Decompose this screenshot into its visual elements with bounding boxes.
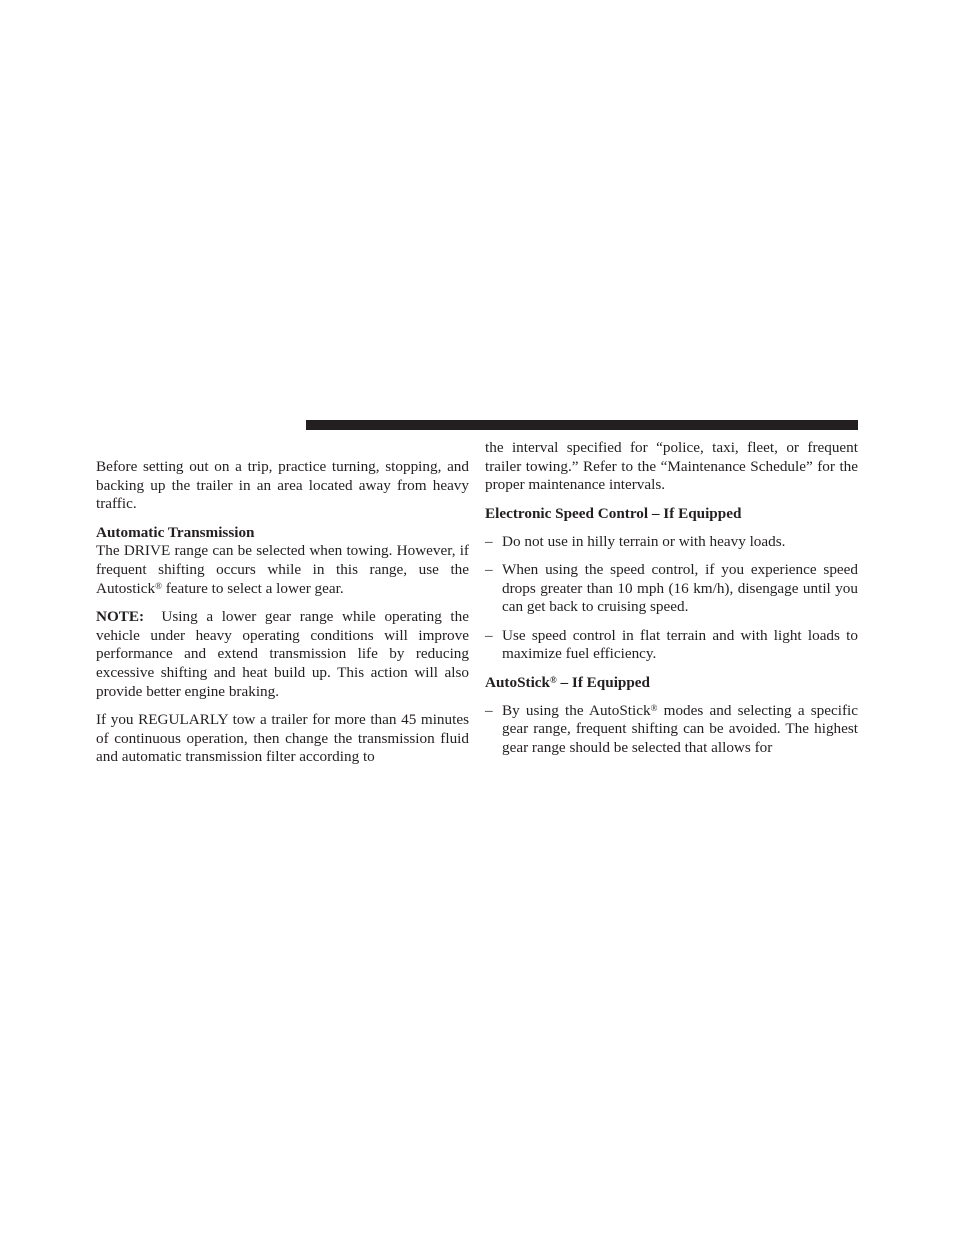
list-item-text-after: modes and selecting a specific gear range, frequent shifting can be avoided. The highest gear range should be selected that allows for	[502, 701, 858, 757]
continuation-paragraph: the interval specified for “police, taxi, fleet, or frequent trailer towing.” Refer to the “Maintenance Schedule” for the proper maintenance intervals.	[485, 439, 858, 494]
speed-control-list	[485, 533, 858, 664]
dash-bullet: –	[485, 626, 493, 644]
list-item	[485, 702, 858, 758]
right-column	[485, 439, 858, 767]
list-item-text: Do not use in hilly terrain or with heavy loads.	[502, 532, 786, 550]
autostick-text-after: feature to select a lower gear.	[161, 579, 344, 597]
regular-tow-paragraph: If you REGULARLY tow a trailer for more than 45 minutes of continuous operation, then change the transmission fluid and automatic transmission filter according to	[96, 710, 469, 766]
registered-mark: ®	[650, 702, 658, 713]
list-item	[485, 561, 858, 617]
registered-mark: ®	[549, 674, 557, 685]
note-label: NOTE:	[96, 607, 145, 625]
registered-mark: ®	[155, 580, 162, 591]
intro-paragraph: Before setting out on a trip, practice turning, stopping, and backing up the trailer in an area located away from heavy traffic.	[96, 458, 469, 513]
note-text: Using a lower gear range while operating the vehicle under heavy operating conditions will improve performance and extend transmission life by reducing excessive shifting and heat build up. This action will also provide better engine braking.	[96, 607, 469, 700]
automatic-transmission-heading: Automatic Transmission	[96, 523, 255, 541]
list-item-text-before: By using the AutoStick	[502, 701, 651, 719]
header-rule	[306, 420, 858, 430]
list-item-text: When using the speed control, if you experience speed drops greater than 10 mph (16 km/h), disengage until you can get back to cruising speed.	[502, 561, 858, 616]
list-item	[485, 627, 858, 664]
speed-control-heading: Electronic Speed Control – If Equipped	[485, 504, 742, 522]
autostick-heading-suffix: – If Equipped	[556, 673, 650, 691]
autostick-list	[485, 702, 858, 758]
list-item-text: Use speed control in flat terrain and with light loads to maximize fuel efficiency.	[502, 626, 858, 663]
dash-bullet: –	[485, 532, 493, 550]
autostick-text-before: The DRIVE range can be selected when towing. However, if frequent shifting occurs while in this range, use the Autostick	[96, 542, 469, 597]
autostick-heading	[485, 674, 858, 693]
note-paragraph	[96, 608, 469, 702]
list-item	[485, 533, 858, 552]
autostick-heading-text: AutoStick	[485, 673, 550, 691]
dash-bullet: –	[485, 701, 493, 719]
left-column	[96, 458, 469, 777]
automatic-transmission-paragraph	[96, 542, 469, 598]
dash-bullet: –	[485, 561, 493, 579]
